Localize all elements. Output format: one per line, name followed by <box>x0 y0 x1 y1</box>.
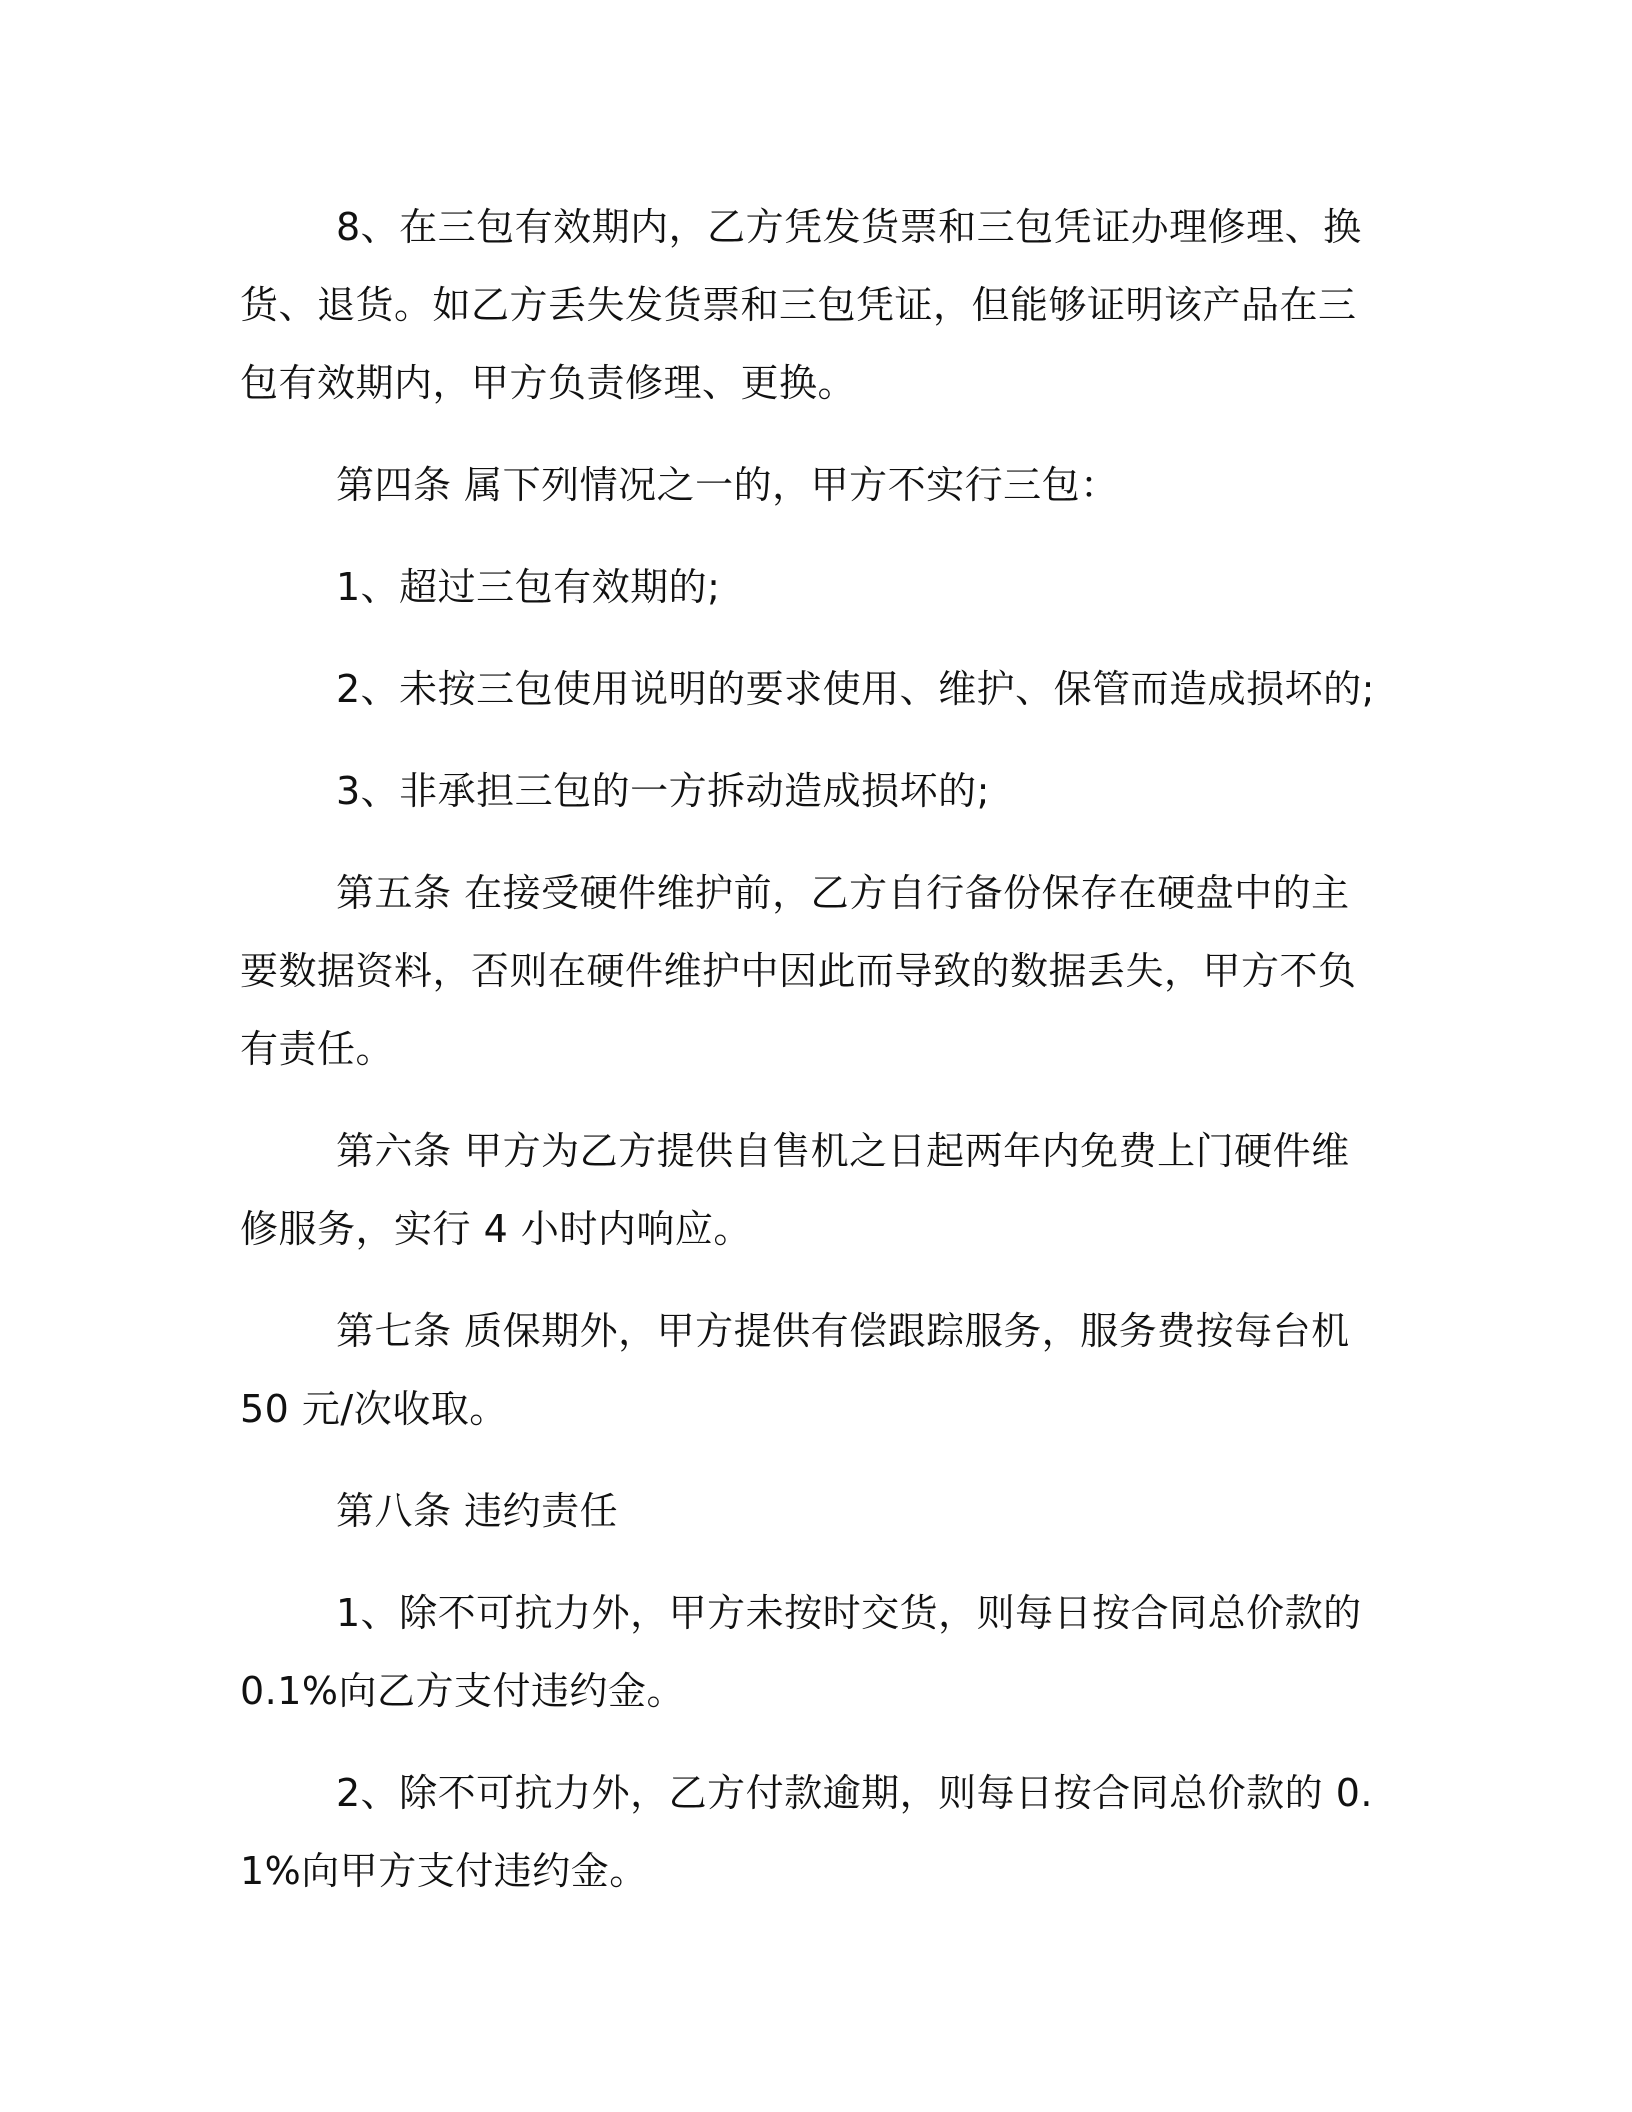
article-6-paragraph: 第六条 甲方为乙方提供自售机之日起两年内免费上门硬件维修服务，实行 4 小时内响应。 <box>240 1129 1350 1251</box>
document-body <box>240 188 1380 1934</box>
clause-8-paragraph: 8、在三包有效期内，乙方凭发货票和三包凭证办理修理、换货、退货。如乙方丢失发货票和三包凭证，但能够证明该产品在三包有效期内，甲方负责修理、更换。 <box>240 205 1362 405</box>
article-4-heading: 第四条 属下列情况之一的，甲方不实行三包： <box>336 463 1119 507</box>
article-4-item-3: 3、非承担三包的一方拆动造成损坏的; <box>336 769 990 813</box>
article-4-item-2: 2、未按三包使用说明的要求使用、维护、保管而造成损坏的; <box>336 667 1375 711</box>
article-8-heading: 第八条 违约责任 <box>336 1489 619 1533</box>
article-7-paragraph: 第七条 质保期外，甲方提供有偿跟踪服务，服务费按每台机 50 元/次收取。 <box>240 1309 1350 1431</box>
article-5-paragraph: 第五条 在接受硬件维护前，乙方自行备份保存在硬盘中的主要数据资料，否则在硬件维护中因此而导致的数据丢失，甲方不负有责任。 <box>240 871 1357 1071</box>
article-8-item-1: 1、除不可抗力外，甲方未按时交货，则每日按合同总价款的 0.1%向乙方支付违约金。 <box>240 1591 1362 1713</box>
article-4-item-1: 1、超过三包有效期的; <box>336 565 721 609</box>
article-8-item-2: 2、除不可抗力外，乙方付款逾期，则每日按合同总价款的 0.1%向甲方支付违约金。 <box>240 1771 1374 1893</box>
